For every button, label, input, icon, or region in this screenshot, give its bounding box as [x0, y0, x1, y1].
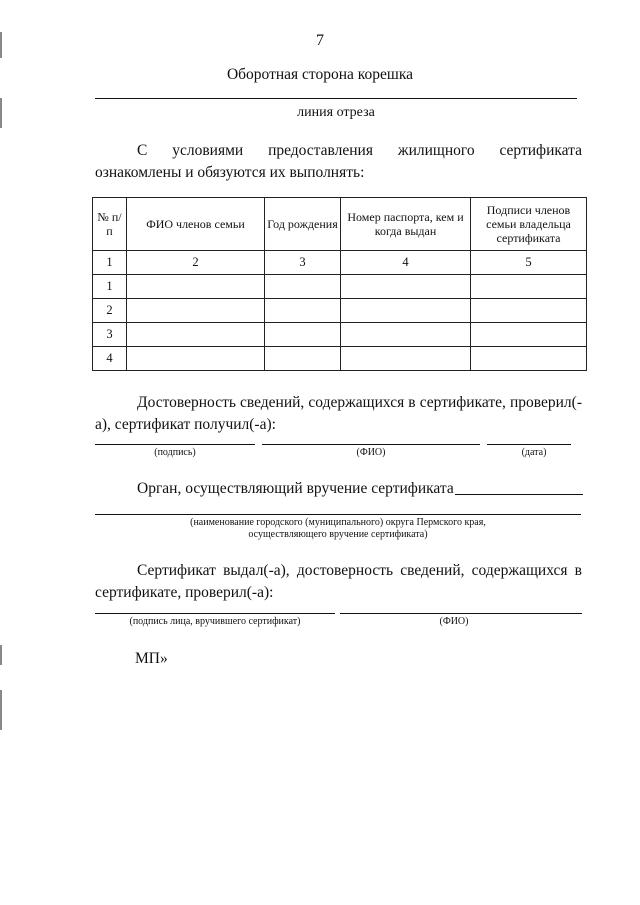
- column-header: Год рождения: [265, 198, 341, 251]
- column-number: 2: [127, 251, 265, 275]
- table-cell: [127, 323, 265, 347]
- table-cell: [471, 347, 587, 371]
- page-number: 7: [316, 32, 324, 49]
- row-number: 2: [93, 299, 127, 323]
- issued-text: Сертификат выдал(-а), достоверность сведений, содержащихся в сертификате, проверил(-а):: [95, 562, 582, 601]
- signature-line: [95, 444, 255, 445]
- organ-caption-line2: осуществляющего вручение сертификата): [248, 529, 428, 540]
- table-cell: [265, 299, 341, 323]
- column-number-row: [93, 251, 587, 275]
- column-header: № п/п: [93, 198, 127, 251]
- scan-edge-mark: [0, 690, 2, 730]
- table-row: [93, 299, 587, 323]
- date-caption: (дата): [521, 447, 547, 458]
- table-cell: [341, 347, 471, 371]
- table-header-row: [93, 198, 587, 251]
- table-cell: [341, 299, 471, 323]
- table-cell: [471, 299, 587, 323]
- column-number: 5: [471, 251, 587, 275]
- organ-text: Орган, осуществляющий вручение сертификата: [137, 480, 454, 497]
- scan-edge-mark: [0, 98, 2, 128]
- column-number: 1: [93, 251, 127, 275]
- table-cell: [471, 275, 587, 299]
- column-header: ФИО членов семьи: [127, 198, 265, 251]
- column-number: 4: [341, 251, 471, 275]
- table-cell: [471, 323, 587, 347]
- column-number: 3: [265, 251, 341, 275]
- column-header: Подписи членов семьи владельца сертификата: [471, 198, 587, 251]
- table-cell: [341, 323, 471, 347]
- row-number: 1: [93, 275, 127, 299]
- family-members-table: [92, 197, 587, 371]
- page-heading: Оборотная сторона корешка: [226, 66, 414, 83]
- table-cell: [265, 275, 341, 299]
- name-caption: (ФИО): [356, 447, 386, 458]
- column-header: Номер паспорта, кем и когда выдан: [341, 198, 471, 251]
- table-row: [93, 347, 587, 371]
- issuer-signature-caption: (подпись лица, вручившего сертификат): [129, 616, 301, 627]
- organ-full-line: [95, 514, 581, 515]
- cut-line: [95, 98, 577, 99]
- cut-line-label: линия отреза: [297, 105, 375, 120]
- verification-text: Достоверность сведений, содержащихся в сертификате, проверил(-а), сертификат получил(-а):: [95, 394, 582, 433]
- table-cell: [127, 299, 265, 323]
- issuer-name-caption: (ФИО): [439, 616, 469, 627]
- name-line: [262, 444, 480, 445]
- table-cell: [127, 275, 265, 299]
- table-cell: [341, 275, 471, 299]
- table-cell: [265, 323, 341, 347]
- date-line: [487, 444, 571, 445]
- issuer-name-line: [340, 613, 582, 614]
- organ-caption-line1: (наименование городского (муниципального) округа Пермского края,: [190, 517, 486, 528]
- issuer-signature-line: [95, 613, 335, 614]
- intro-text: С условиями предоставления жилищного сертификата ознакомлены и обязуются их выполнять:: [95, 142, 582, 181]
- row-number: 3: [93, 323, 127, 347]
- signature-caption: (подпись): [154, 447, 196, 458]
- organ-name-line: [455, 494, 583, 495]
- table-row: [93, 323, 587, 347]
- table-cell: [127, 347, 265, 371]
- table-row: [93, 275, 587, 299]
- scan-edge-mark: [0, 645, 2, 665]
- stamp-mark: МП»: [135, 650, 168, 667]
- table-cell: [265, 347, 341, 371]
- row-number: 4: [93, 347, 127, 371]
